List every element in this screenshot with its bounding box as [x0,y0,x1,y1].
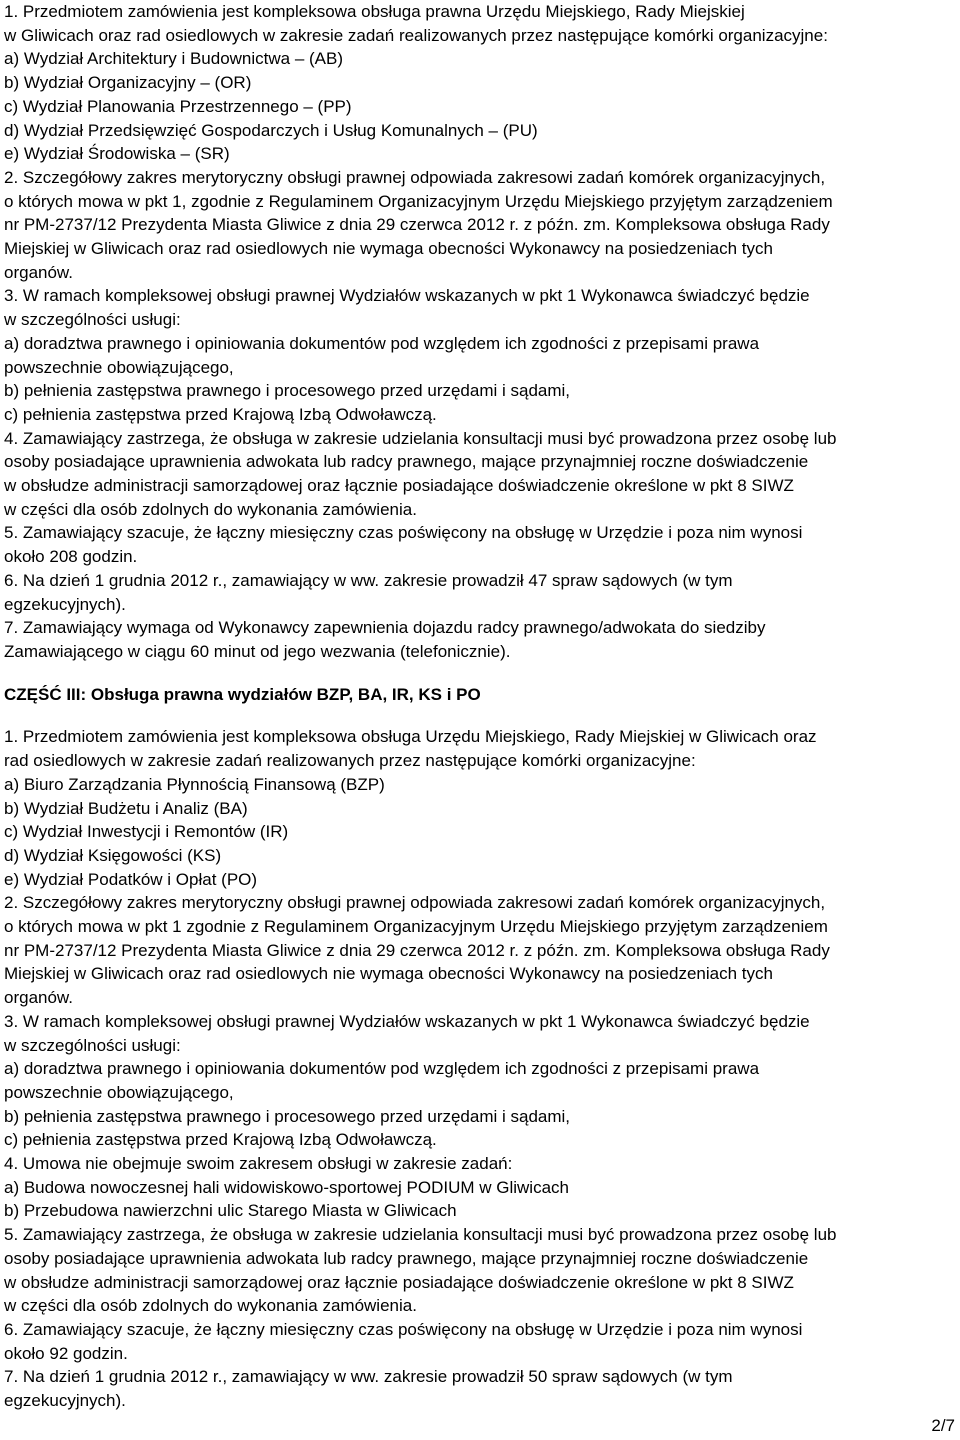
text-line: 4. Umowa nie obejmuje swoim zakresem obsługi w zakresie zadań: [4,1154,513,1174]
text-line: c) Wydział Inwestycji i Remontów (IR) [4,822,289,842]
text-line: o których mowa w pkt 1 zgodnie z Regulaminem Organizacyjnym Urzędu Miejskiego przyjętym zarządzeniem [4,917,828,937]
text-line: 2. Szczegółowy zakres merytoryczny obsługi prawnej odpowiada zakresowi zadań komórek organizacyjnych, [4,893,826,913]
text-line: organów. [4,988,73,1008]
text-line: egzekucyjnych). [4,594,126,614]
text-line: c) pełnienia zastępstwa przed Krajową Izbą Odwoławczą. [4,1130,437,1150]
heading-spacer [4,706,956,725]
text-line: nr PM-2737/12 Prezydenta Miasta Gliwice z dnia 29 czerwca 2012 r. z późn. zm. Kompleksowa obsługa Rady [4,940,830,960]
text-line: b) Wydział Organizacyjny – (OR) [4,73,252,93]
text-line: 1. Przedmiotem zamówienia jest kompleksowa obsługa prawna Urzędu Miejskiego, Rady Miejskiej [4,2,745,21]
text-line: 7. Na dzień 1 grudnia 2012 r., zamawiający w ww. zakresie prowadził 50 spraw sądowych (w tym [4,1367,733,1387]
text-line: 3. W ramach kompleksowej obsługi prawnej Wydziałów wskazanych w pkt 1 Wykonawca świadczyć będzie [4,1011,810,1031]
text-line: c) Wydział Planowania Przestrzennego – (PP) [4,96,352,116]
section-3-heading: CZĘŚĆ III: Obsługa prawna wydziałów BZP, BA, IR, KS i PO [4,684,481,704]
text-line: b) pełnienia zastępstwa prawnego i procesowego przed urzędami i sądami, [4,1106,571,1126]
text-line: Miejskiej w Gliwicach oraz rad osiedlowych nie wymaga obecności Wykonawcy na posiedzeniach tych [4,964,773,984]
text-line: w obsłudze administracji samorządowej oraz łącznie posiadające doświadczenie określone w pkt 8 SIWZ [4,1272,794,1292]
text-line: b) Wydział Budżetu i Analiz (BA) [4,798,248,818]
text-line: 1. Przedmiotem zamówienia jest kompleksowa obsługa Urzędu Miejskiego, Rady Miejskiej w Gliwicach oraz [4,727,817,747]
text-line: osoby posiadające uprawnienia adwokata lub radcy prawnego, mające przynajmniej roczne doświadczenie [4,452,809,472]
text-line: 4. Zamawiający zastrzega, że obsługa w zakresie udzielania konsultacji musi być prowadzona przez osobę lub [4,428,837,448]
text-line: w części dla osób zdolnych do wykonania zamówienia. [4,1296,417,1316]
text-line: około 92 godzin. [4,1343,128,1363]
text-line: w szczególności usługi: [4,310,181,330]
text-line: b) Przebudowa nawierzchni ulic Starego Miasta w Gliwicach [4,1201,457,1221]
text-line: d) Wydział Księgowości (KS) [4,845,222,865]
text-line: w obsłudze administracji samorządowej oraz łącznie posiadające doświadczenie określone w pkt 8 SIWZ [4,476,794,496]
text-line: organów. [4,262,73,282]
text-line: Zamawiającego w ciągu 60 minut od jego wezwania (telefonicznie). [4,641,511,661]
text-line: 7. Zamawiający wymaga od Wykonawcy zapewnienia dojazdu radcy prawnego/adwokata do siedziby [4,618,766,638]
text-line: w Gliwicach oraz rad osiedlowych w zakresie zadań realizowanych przez następujące komórki organizacyjne: [4,25,828,45]
text-line: a) doradztwa prawnego i opiniowania dokumentów pod względem ich zgodności z przepisami prawa [4,333,760,353]
text-line: a) Wydział Architektury i Budownictwa – (AB) [4,49,344,69]
text-line: 5. Zamawiający szacuje, że łączny miesięczny czas poświęcony na obsługę w Urzędzie i poza nim wynosi [4,523,803,543]
section-3-body [4,725,956,1412]
text-line: osoby posiadające uprawnienia adwokata lub radcy prawnego, mające przynajmniej roczne doświadczenie [4,1248,809,1268]
text-line: a) doradztwa prawnego i opiniowania dokumentów pod względem ich zgodności z przepisami prawa [4,1059,760,1079]
text-line: nr PM-2737/12 Prezydenta Miasta Gliwice z dnia 29 czerwca 2012 r. z późn. zm. Kompleksowa obsługa Rady [4,215,830,235]
text-line: rad osiedlowych w zakresie zadań realizowanych przez następujące komórki organizacyjne: [4,751,696,771]
text-line: o których mowa w pkt 1, zgodnie z Regulaminem Organizacyjnym Urzędu Miejskiego przyjętym zarządzeniem [4,191,833,211]
text-line: Miejskiej w Gliwicach oraz rad osiedlowych nie wymaga obecności Wykonawcy na posiedzeniach tych [4,239,773,259]
section-spacer [4,664,956,683]
text-line: 5. Zamawiający zastrzega, że obsługa w zakresie udzielania konsultacji musi być prowadzona przez osobę lub [4,1225,837,1245]
text-line: a) Biuro Zarządzania Płynnością Finansową (BZP) [4,774,385,794]
text-line: około 208 godzin. [4,547,138,567]
text-line: 6. Na dzień 1 grudnia 2012 r., zamawiający w ww. zakresie prowadził 47 spraw sądowych (w tym [4,570,733,590]
text-line: powszechnie obowiązującego, [4,357,234,377]
page-number: 2/7 [931,1416,955,1435]
section-top [4,0,956,664]
text-line: 2. Szczegółowy zakres merytoryczny obsługi prawnej odpowiada zakresowi zadań komórek organizacyjnych, [4,167,826,187]
text-line: 6. Zamawiający szacuje, że łączny miesięczny czas poświęcony na obsługę w Urzędzie i poza nim wynosi [4,1319,803,1339]
text-line: powszechnie obowiązującego, [4,1082,234,1102]
document-page [4,0,956,1413]
text-line: egzekucyjnych). [4,1391,126,1411]
text-line: e) Wydział Podatków i Opłat (PO) [4,869,258,889]
text-line: d) Wydział Przedsięwzięć Gospodarczych i Usług Komunalnych – (PU) [4,120,538,140]
text-line: w szczególności usługi: [4,1035,181,1055]
text-line: w części dla osób zdolnych do wykonania zamówienia. [4,499,417,519]
text-line: 3. W ramach kompleksowej obsługi prawnej Wydziałów wskazanych w pkt 1 Wykonawca świadczyć będzie [4,286,810,306]
text-line: b) pełnienia zastępstwa prawnego i procesowego przed urzędami i sądami, [4,381,571,401]
text-line: c) pełnienia zastępstwa przed Krajową Izbą Odwoławczą. [4,404,437,424]
text-line: a) Budowa nowoczesnej hali widowiskowo-sportowej PODIUM w Gliwicach [4,1177,569,1197]
text-line: e) Wydział Środowiska – (SR) [4,144,230,164]
